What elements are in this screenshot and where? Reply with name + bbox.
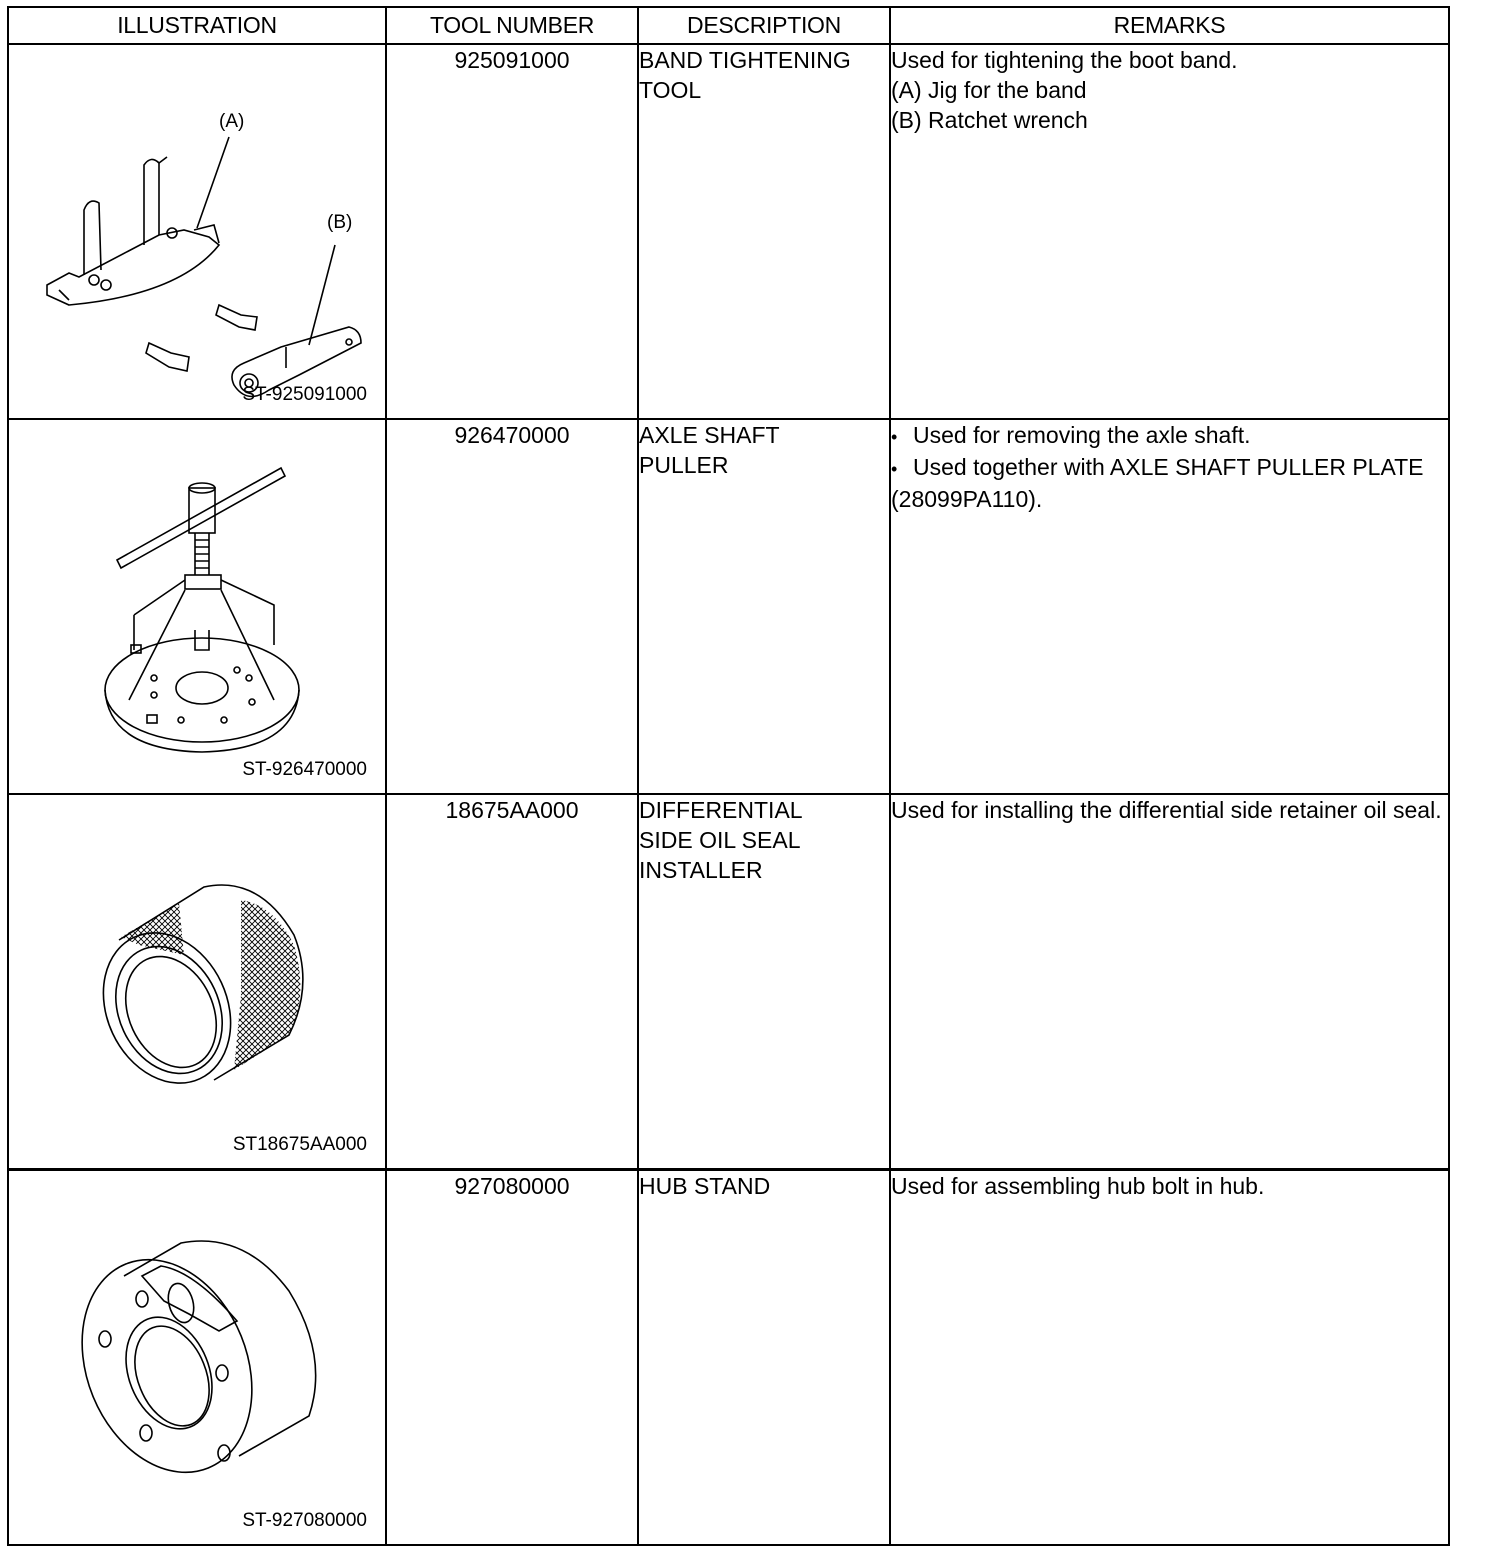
illustration-code: ST-925091000 <box>242 384 367 405</box>
table-row <box>8 1170 1449 1546</box>
axle-shaft-puller-illustration <box>9 420 387 793</box>
label-a: (A) <box>219 111 245 132</box>
remarks <box>890 419 1449 794</box>
table-row <box>8 794 1449 1170</box>
header-description: DESCRIPTION <box>638 7 890 44</box>
hub-stand-illustration <box>9 1171 387 1544</box>
description: HUB STAND <box>638 1170 890 1546</box>
illustration-cell <box>8 794 386 1170</box>
description: DIFFERENTIAL SIDE OIL SEAL INSTALLER <box>638 794 890 1170</box>
remark-line: Used for assembling hub bolt in hub. <box>891 1173 1265 1199</box>
remarks <box>890 44 1449 419</box>
remark-line: Used for installing the differential side retainer oil seal. <box>891 797 1442 823</box>
description: AXLE SHAFT PULLER <box>638 419 890 794</box>
remark-line: (A) Jig for the band <box>891 77 1087 103</box>
illustration-code: ST-927080000 <box>242 1510 367 1531</box>
remarks <box>890 794 1449 1170</box>
tool-number: 18675AA000 <box>386 794 638 1170</box>
remarks <box>890 1170 1449 1546</box>
tool-number: 926470000 <box>386 419 638 794</box>
illustration-cell <box>8 419 386 794</box>
table-row <box>8 44 1449 419</box>
remark-line: (B) Ratchet wrench <box>891 107 1088 133</box>
header-tool-number: TOOL NUMBER <box>386 7 638 44</box>
illustration-code: ST18675AA000 <box>232 1134 367 1155</box>
illustration-cell <box>8 1170 386 1546</box>
illustration-code: ST-926470000 <box>242 759 367 780</box>
header-remarks: REMARKS <box>890 7 1449 44</box>
description: BAND TIGHTENING TOOL <box>638 44 890 419</box>
remark-bullet: • Used for removing the axle shaft. <box>891 420 1448 452</box>
tool-number: 927080000 <box>386 1170 638 1546</box>
table-row <box>8 419 1449 794</box>
special-tools-table <box>7 6 1450 1546</box>
remark-line: Used for tightening the boot band. <box>891 47 1238 73</box>
band-tightening-tool-illustration <box>9 45 387 418</box>
illustration-cell <box>8 44 386 419</box>
header-illustration: ILLUSTRATION <box>8 7 386 44</box>
remark-bullet: • Used together with AXLE SHAFT PULLER PLATE (28099PA110). <box>891 452 1448 514</box>
oil-seal-installer-illustration <box>9 795 387 1168</box>
header-row <box>8 7 1449 44</box>
label-b: (B) <box>327 212 353 233</box>
tool-number: 925091000 <box>386 44 638 419</box>
